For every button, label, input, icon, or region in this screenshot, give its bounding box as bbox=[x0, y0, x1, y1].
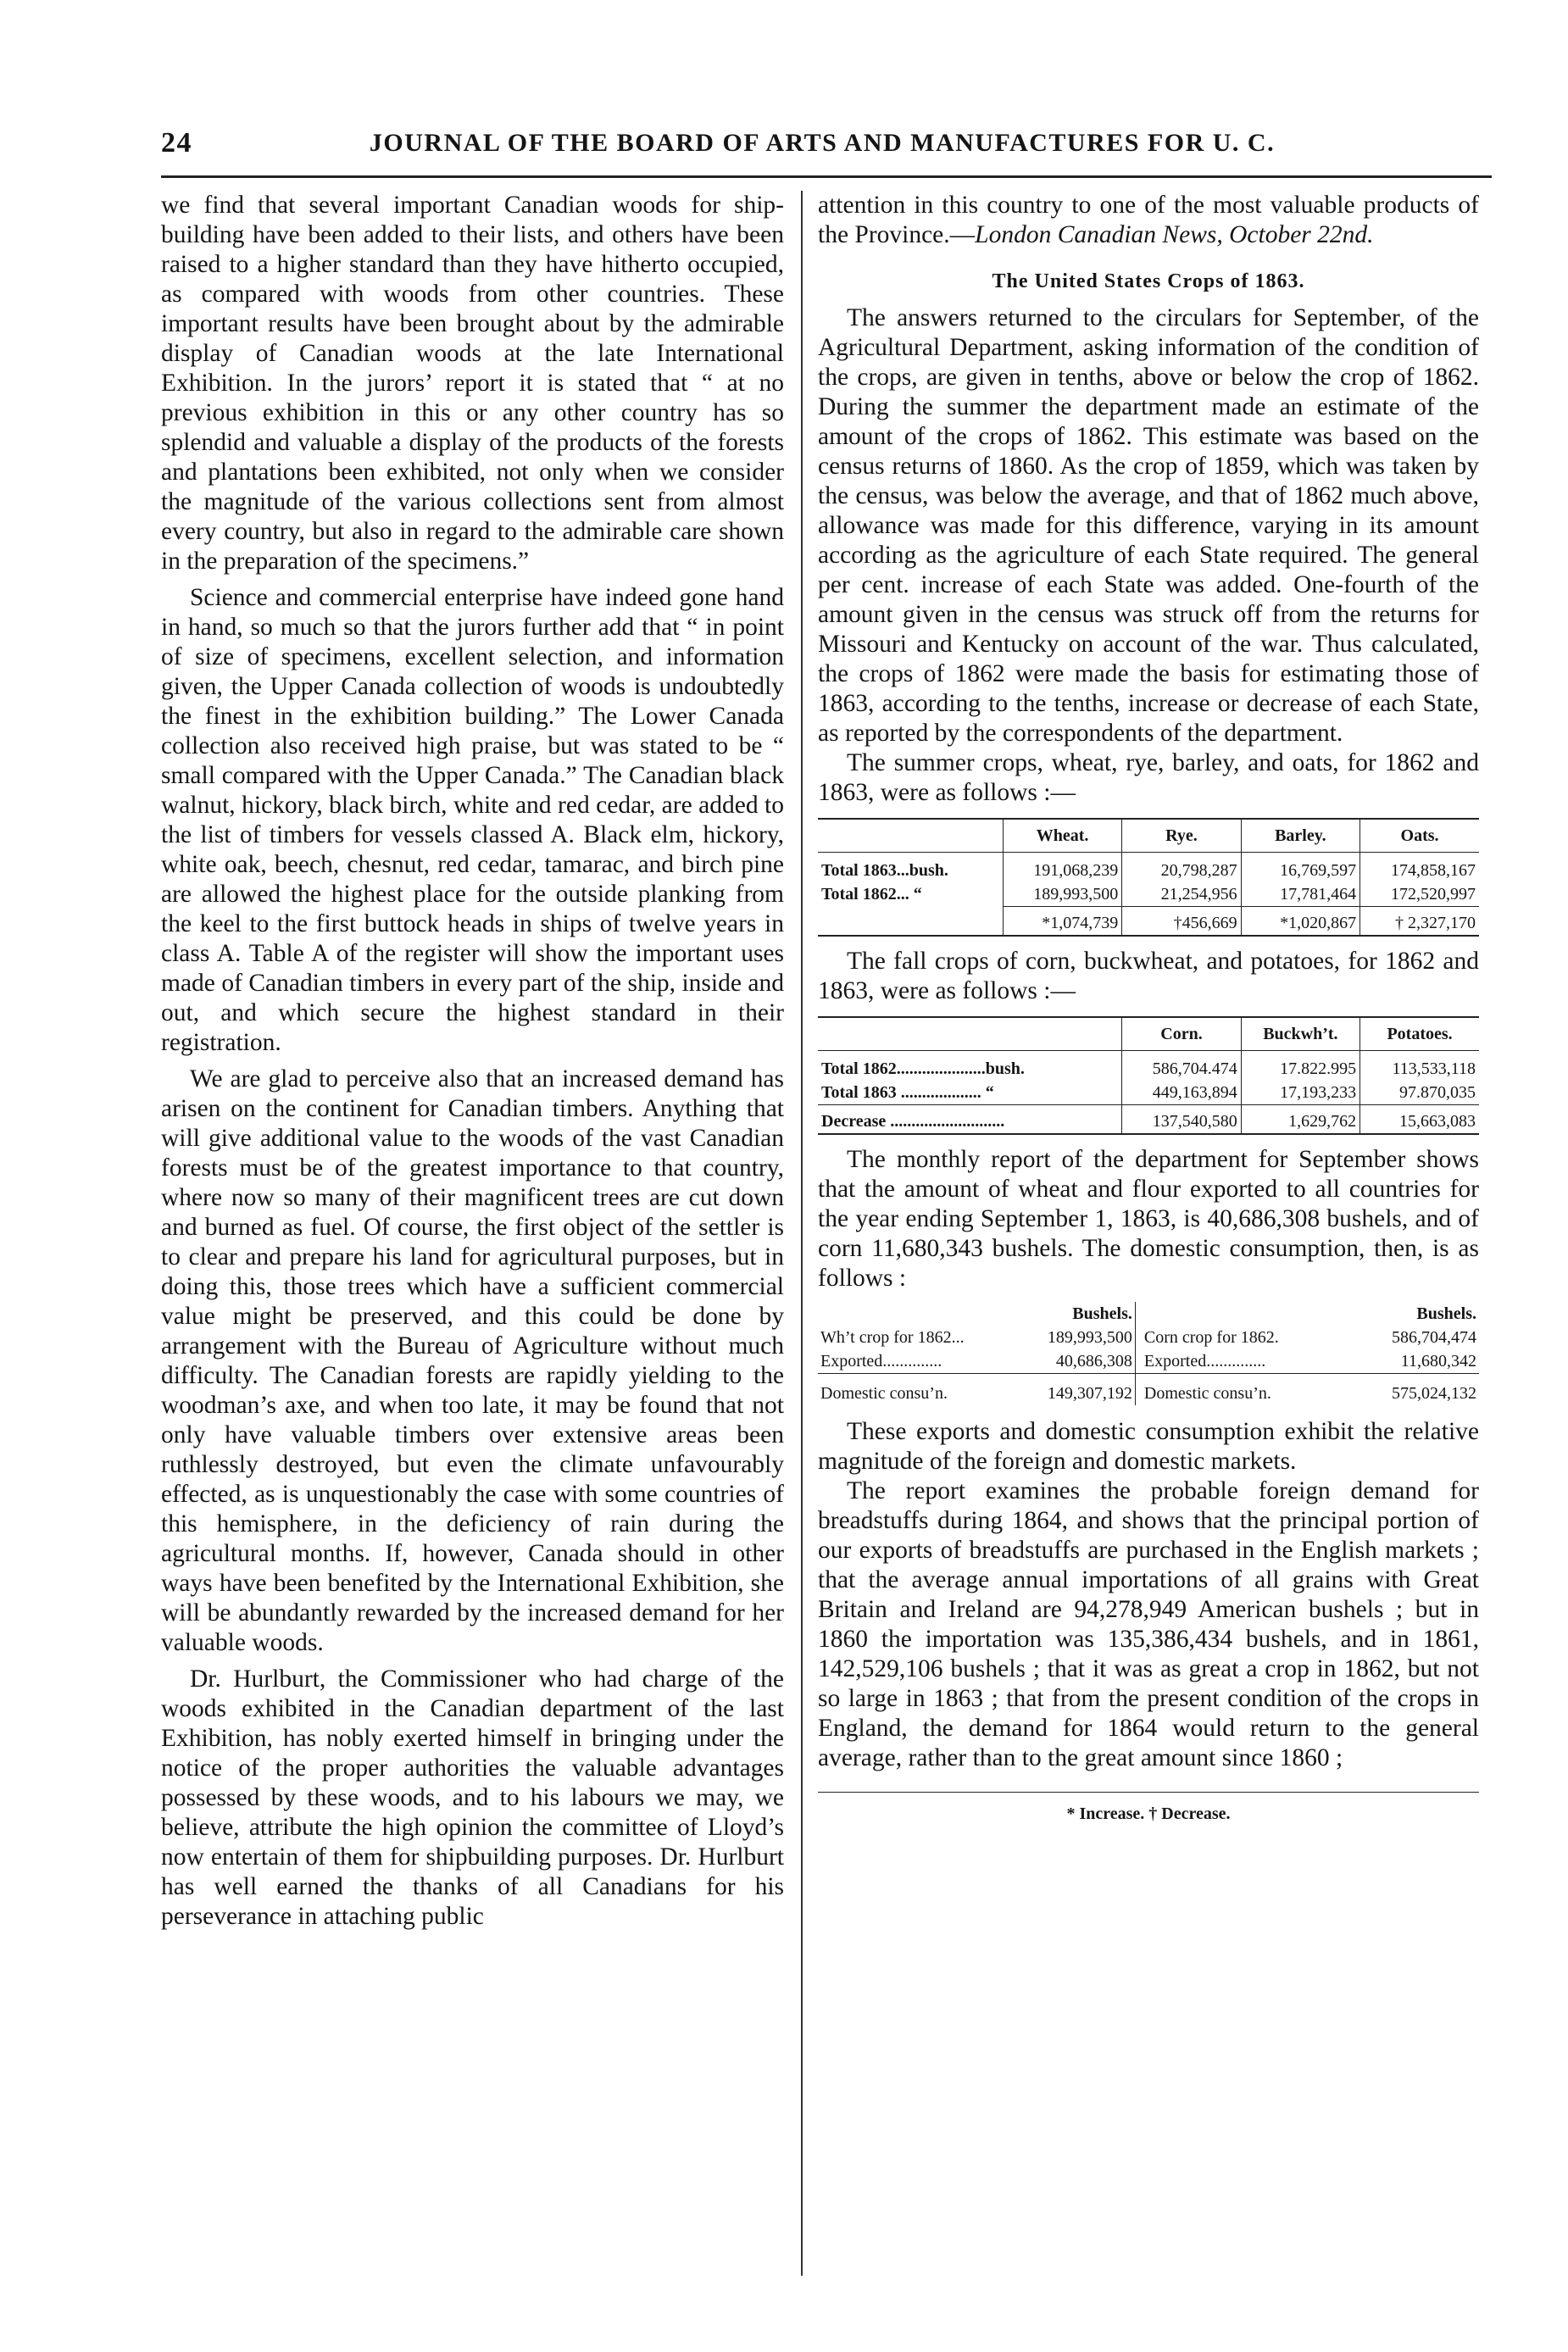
table-cell: 16,769,597 bbox=[1241, 853, 1359, 883]
table-cell: † 2,327,170 bbox=[1360, 907, 1479, 937]
table-cell: 449,163,894 bbox=[1122, 1081, 1241, 1105]
left-column bbox=[161, 191, 784, 1932]
row-label: Exported.............. bbox=[1135, 1349, 1333, 1374]
table-row bbox=[818, 1326, 1479, 1349]
row-label: Total 1862.....................bush. bbox=[821, 1059, 1025, 1078]
table-cell: 189,993,500 bbox=[1047, 1328, 1132, 1347]
column-header: Barley. bbox=[1241, 819, 1359, 853]
table-corner bbox=[818, 1017, 1122, 1051]
table-cell: 21,254,956 bbox=[1122, 882, 1241, 907]
row-label: Exported.............. bbox=[820, 1352, 942, 1371]
footnote: * Increase. † Decrease. bbox=[818, 1792, 1479, 1829]
table-cell: 113,533,118 bbox=[1360, 1051, 1479, 1081]
paragraph bbox=[818, 191, 1479, 250]
table-cell: 586,704,474 bbox=[1392, 1328, 1476, 1347]
table-cell: 137,540,580 bbox=[1122, 1105, 1241, 1135]
table-cell: 97.870,035 bbox=[1360, 1081, 1479, 1105]
table-row bbox=[818, 1051, 1479, 1081]
table-cell: †456,669 bbox=[1122, 907, 1241, 937]
table-row bbox=[818, 1081, 1479, 1105]
column-header: Rye. bbox=[1122, 819, 1241, 853]
consumption-table bbox=[818, 1302, 1479, 1405]
table-row bbox=[818, 1349, 1479, 1374]
section-heading: The United States Crops of 1863. bbox=[992, 270, 1305, 292]
fall-crops-table bbox=[818, 1016, 1479, 1135]
table-cell bbox=[818, 907, 1003, 937]
table-corner bbox=[1135, 1302, 1333, 1326]
paragraph: we find that several important Canadian woods for ship-building have been added to their lists, and others have been raised to a higher standard than they have hitherto occupied, as compared with woods from other countries. These important results have been brought about by the admirable display of Canadian woods at the late International Exhibition. In the jurors’ report it is stated that “ at no previous exhibition in this or any other country has so splendid and valuable a display of the products of the forests and plantations been exhibited, not only when we consider the magnitude of the various collections sent from almost every country, but also in regard to the admirable care shown in the preparation of the specimens.” bbox=[161, 192, 784, 575]
header-rule bbox=[161, 175, 1492, 178]
column-header: Oats. bbox=[1360, 819, 1479, 853]
row-label: Wh’t crop for 1862... bbox=[820, 1328, 965, 1347]
paragraph: Dr. Hurlburt, the Commissioner who had charge of the woods exhibited in the Canadian department of the last Exhibition, has nobly exerted himself in bringing under the notice of the proper authorities the valuable advantages possessed by these woods, and to his labours we may, we believe, attribute the high opinion the committee of Lloyd’s now entertain of them for shipbuilding purposes. Dr. Hurlburt has well earned the thanks of all Canadians for his perseverance in attaching public bbox=[161, 1665, 784, 1930]
page-header bbox=[161, 127, 1483, 178]
right-column bbox=[818, 191, 1479, 1829]
row-label: Total 1863...bush. bbox=[821, 861, 948, 880]
table-cell: 586,704.474 bbox=[1122, 1051, 1241, 1081]
paragraph: The answers returned to the circulars for September, of the Agricultural Department, asking information of the condition of the crops, are given in tenths, above or below the crop of 1862. During the summer the department made an estimate of the amount of the crops of 1862. This estimate was based on the census returns of 1860. As the crop of 1859, which was taken by the census, was below the average, and that of 1862 much above, allowance was made for this difference, varying in its amount according as the agriculture of each State required. The general per cent. increase of each State was added. One-fourth of the amount given in the census was struck off from the returns for Missouri and Kentucky on account of the war. Thus calculated, the crops of 1862 were made the basis for estimating those of 1863, according to the tenths, increase or decrease of each State, as reported by the correspondents of the department. bbox=[818, 304, 1479, 747]
table-cell: 17,193,233 bbox=[1241, 1081, 1359, 1105]
column-header: Bushels. bbox=[1072, 1304, 1132, 1323]
paragraph: Science and commercial enterprise have indeed gone hand in hand, so much so that the jurors further add that “ in point of size of specimens, excellent selection, and information given, the Upper Canada collection of woods is undoubtedly the finest in the exhibition building.” The Lower Canada collection also received high praise, but was stated to be “ small compared with the Upper Canada.” The Canadian black walnut, hickory, black birch, white and red cedar, are added to the list of timbers for vessels classed A. Black elm, hickory, white oak, beech, chesnut, red cedar, tamarac, and birch pine are allowed the highest place for the outside planking from the keel to the first buttock heads in ships of twelve years in class A. Table A of the register will show the important uses made of Canadian timbers in every part of the ship, inside and out, and which secure the highest standard in their registration. bbox=[161, 584, 784, 1056]
paragraph: The fall crops of corn, buckwheat, and potatoes, for 1862 and 1863, were as follows :— bbox=[818, 948, 1479, 1004]
table-cell: *1,020,867 bbox=[1241, 907, 1359, 937]
table-row bbox=[818, 1105, 1479, 1135]
table-row bbox=[818, 853, 1479, 883]
column-header: Wheat. bbox=[1003, 819, 1121, 853]
table-corner bbox=[818, 1302, 1003, 1326]
table-cell: 40,686,308 bbox=[1055, 1352, 1132, 1371]
table-row bbox=[818, 907, 1479, 937]
row-label: Total 1862... “ bbox=[821, 885, 922, 904]
row-label: Total 1863 ................... “ bbox=[821, 1083, 994, 1102]
table-cell: 575,024,132 bbox=[1333, 1374, 1479, 1406]
journal-title: JOURNAL OF THE BOARD OF ARTS AND MANUFACTURES FOR U. C. bbox=[369, 129, 1276, 157]
table-cell: 15,663,083 bbox=[1360, 1105, 1479, 1135]
paragraph: The monthly report of the department for September shows that the amount of wheat and flour exported to all countries for the year ending September 1, 1863, is 40,686,308 bushels, and of corn 11,680,343 bushels. The domestic consumption, then, is as follows : bbox=[818, 1146, 1479, 1292]
table-row bbox=[818, 1374, 1479, 1406]
table-cell: 11,680,342 bbox=[1400, 1352, 1476, 1371]
row-label: Corn crop for 1862. bbox=[1135, 1326, 1333, 1349]
source-citation: London Canadian News, October 22nd. bbox=[975, 221, 1374, 248]
row-label: Domestic consu’n. bbox=[818, 1374, 1003, 1406]
column-header: Buckwh’t. bbox=[1241, 1017, 1359, 1051]
paragraph: These exports and domestic consumption exhibit the relative magnitude of the foreign and domestic markets. bbox=[818, 1418, 1479, 1475]
table-cell: 191,068,239 bbox=[1003, 853, 1121, 883]
table-corner bbox=[818, 819, 1003, 853]
column-header: Bushels. bbox=[1416, 1304, 1476, 1323]
table-cell: *1,074,739 bbox=[1003, 907, 1121, 937]
table-cell: 149,307,192 bbox=[1003, 1374, 1135, 1406]
column-header: Potatoes. bbox=[1360, 1017, 1479, 1051]
table-cell: 17,781,464 bbox=[1241, 882, 1359, 907]
paragraph: The summer crops, wheat, rye, barley, and oats, for 1862 and 1863, were as follows :— bbox=[818, 749, 1479, 806]
table-cell: 1,629,762 bbox=[1241, 1105, 1359, 1135]
column-header: Corn. bbox=[1122, 1017, 1241, 1051]
row-label: Decrease ........................... bbox=[818, 1105, 1122, 1135]
table-cell: 174,858,167 bbox=[1360, 853, 1479, 883]
paragraph: We are glad to perceive also that an increased demand has arisen on the continent for Canadian timbers. Anything that will give additional value to the woods of the vast Canadian forests must be of the greatest importance to that country, where now so many of their magnificent trees are cut down and burned as fuel. Of course, the first object of the settler is to clear and prepare his land for agricultural purposes, but in doing this, those trees which have a sufficient commercial value might be preserved, and this could be done by arrangement with the Bureau of Agriculture without much difficulty. The Canadian forests are rapidly yielding to the woodman’s axe, and when too late, it may be found that not only have valuable timbers over extensive areas been ruthlessly destroyed, but even the climate unfavourably effected, as is unquestionably the case with some countries of this hemisphere, in the deficiency of rain during the agricultural months. If, however, Canada should in other ways have been benefited by the International Exhibition, she will be abundantly rewarded by the increased demand for her valuable woods. bbox=[161, 1065, 784, 1656]
table-cell: 189,993,500 bbox=[1003, 882, 1121, 907]
summer-crops-table bbox=[818, 818, 1479, 937]
page-number: 24 bbox=[161, 127, 192, 158]
table-row bbox=[818, 882, 1479, 907]
paragraph: The report examines the probable foreign demand for breadstuffs during 1864, and shows that the principal portion of our exports of breadstuffs are purchased in the English markets ; that the average annual importations of all grains with Great Britain and Ireland are 94,278,949 American bushels ; but in 1860 the importation was 135,386,434 bushels, and in 1861, 142,529,106 bushels ; that it was as great a crop in 1862, but not so large in 1863 ; that from the present condition of the crops in England, the demand for 1864 would return to the general average, rather than to the great amount since 1860 ; bbox=[818, 1477, 1479, 1771]
table-cell: 172,520,997 bbox=[1360, 882, 1479, 907]
paragraph-text: attention in this country to one of the most valuable products of the Province.— bbox=[818, 192, 1479, 248]
column-divider bbox=[801, 191, 803, 2276]
row-label: Domestic consu’n. bbox=[1135, 1374, 1333, 1406]
table-cell: 20,798,287 bbox=[1122, 853, 1241, 883]
table-cell: 17.822.995 bbox=[1241, 1051, 1359, 1081]
